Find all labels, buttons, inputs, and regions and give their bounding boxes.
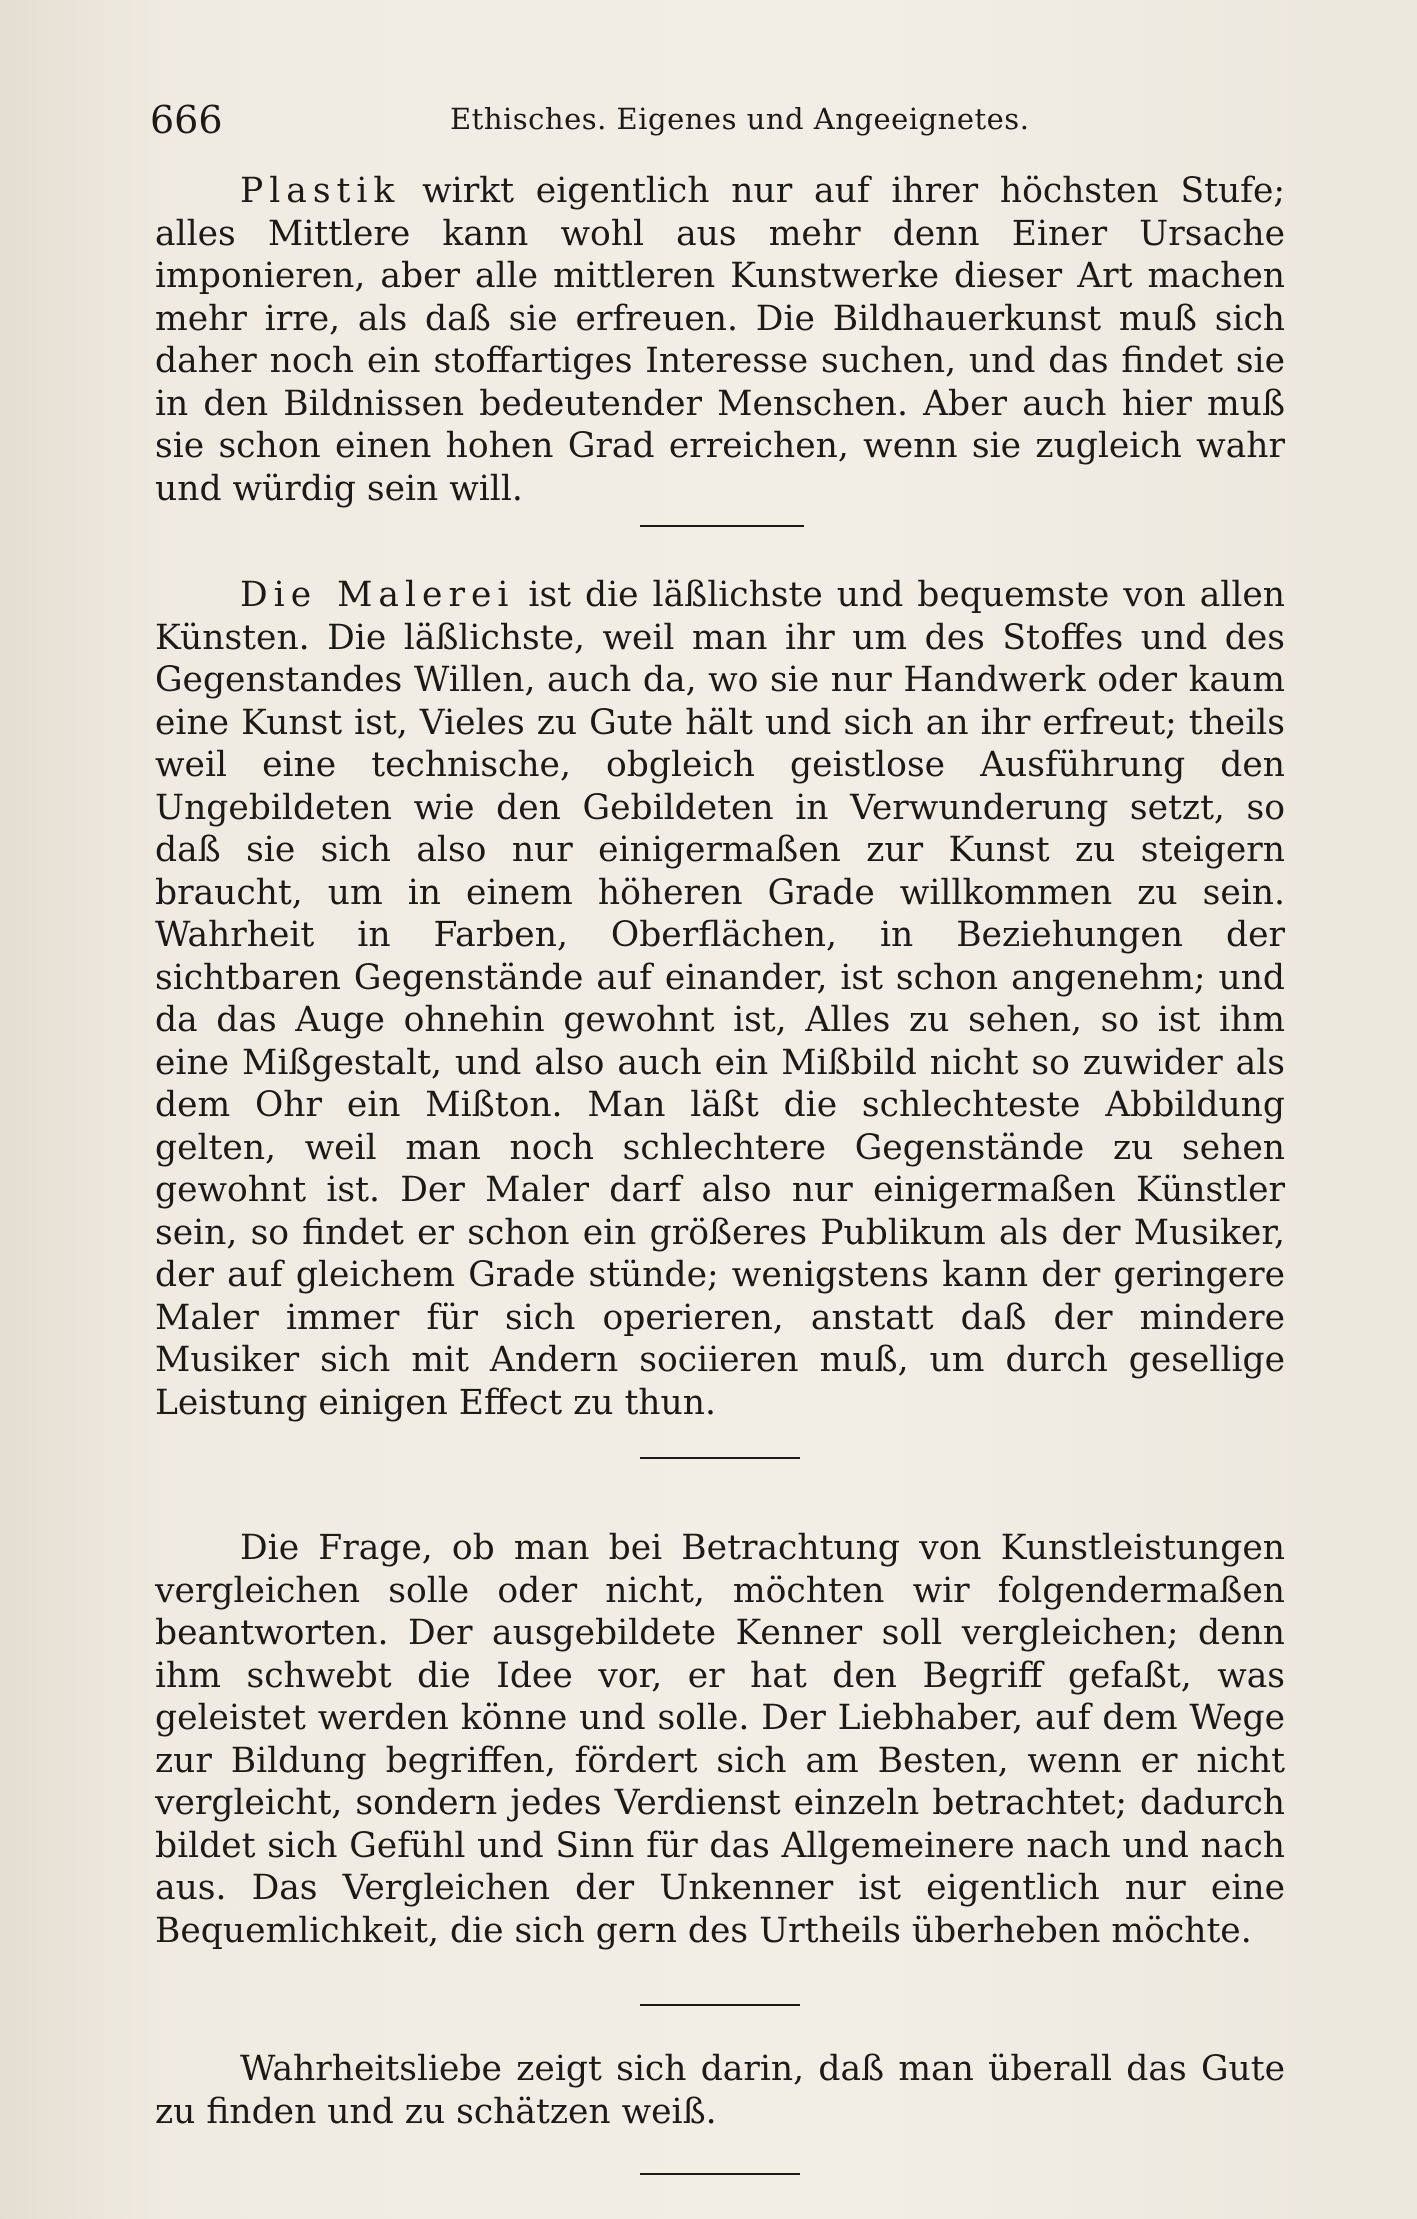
- paragraph-malerei: [155, 574, 1285, 1424]
- paragraph-plastik: [155, 170, 1285, 510]
- paragraph-text: Wahrheitsliebe zeigt sich darin, daß man überall das Gute zu finden und zu schätzen weiß.: [155, 2049, 1285, 2132]
- page-header: [150, 98, 1290, 148]
- paragraph-text: wirkt eigentlich nur auf ihrer höchsten Stufe; alles Mittlere kann wohl aus mehr denn Einer Ursache imponieren, aber alle mittleren Kunstwerke dieser Art machen mehr irre, als daß sie erfreuen. Die Bildhauerkunst muß sich daher noch ein stoffartiges Interesse suchen, und das findet sie in den Bildnissen bedeutender Menschen. Aber auch hier muß sie schon einen hohen Grad erreichen, wenn sie zugleich wahr und würdig sein will.: [155, 171, 1285, 509]
- section-divider: [640, 2173, 800, 2175]
- page-number: 666: [150, 98, 223, 142]
- paragraph-frage: [155, 1527, 1285, 1952]
- paragraph-wahrheitsliebe: [155, 2048, 1285, 2133]
- paragraph-lead: Die Malerei: [240, 575, 515, 615]
- paragraph-text: ist die läßlichste und bequemste von allen Künsten. Die läßlichste, weil man ihr um des Stoffes und des Gegenstandes Willen, auch da, wo sie nur Handwerk oder kaum eine Kunst ist, Vieles zu Gute hält und sich an ihr erfreut; theils weil eine technische, obgleich geistlose Ausführung den Ungebildeten wie den Gebildeten in Verwunderung setzt, so daß sie sich also nur einigermaßen zur Kunst zu steigern braucht, um in einem höheren Grade willkommen zu sein. Wahrheit in Farben, Oberflächen, in Beziehungen der sichtbaren Gegenstände auf einander, ist schon angenehm; und da das Auge ohnehin gewohnt ist, Alles zu sehen, so ist ihm eine Mißgestalt, und also auch ein Mißbild nicht so zuwider als dem Ohr ein Mißton. Man läßt die schlechteste Abbildung gelten, weil man noch schlechtere Gegenstände zu sehen gewohnt ist. Der Maler darf also nur einigermaßen Künstler sein, so findet er schon ein größeres Publikum als der Musiker, der auf gleichem Grade stünde; wenigstens kann der geringere Maler immer für sich operieren, anstatt daß der mindere Musiker sich mit Andern sociieren muß, um durch gesellige Leistung einigen Effect zu thun.: [155, 575, 1285, 1423]
- running-head: Ethisches. Eigenes und Angeeignetes.: [450, 102, 1030, 136]
- paragraph-lead: Plastik: [240, 171, 401, 211]
- body-text: [155, 170, 1285, 2175]
- paragraph-text: Die Frage, ob man bei Betrachtung von Kunstleistungen vergleichen solle oder nicht, möchten wir folgendermaßen beantworten. Der ausgebildete Kenner soll vergleichen; denn ihm schwebt die Idee vor, er hat den Begriff gefaßt, was geleistet werden könne und solle. Der Liebhaber, auf dem Wege zur Bildung begriffen, fördert sich am Besten, wenn er nicht vergleicht, sondern jedes Verdienst einzeln betrachtet; dadurch bildet sich Gefühl und Sinn für das Allgemeinere nach und nach aus. Das Vergleichen der Unkenner ist eigentlich nur eine Bequemlichkeit, die sich gern des Urtheils überheben möchte.: [155, 1528, 1285, 1951]
